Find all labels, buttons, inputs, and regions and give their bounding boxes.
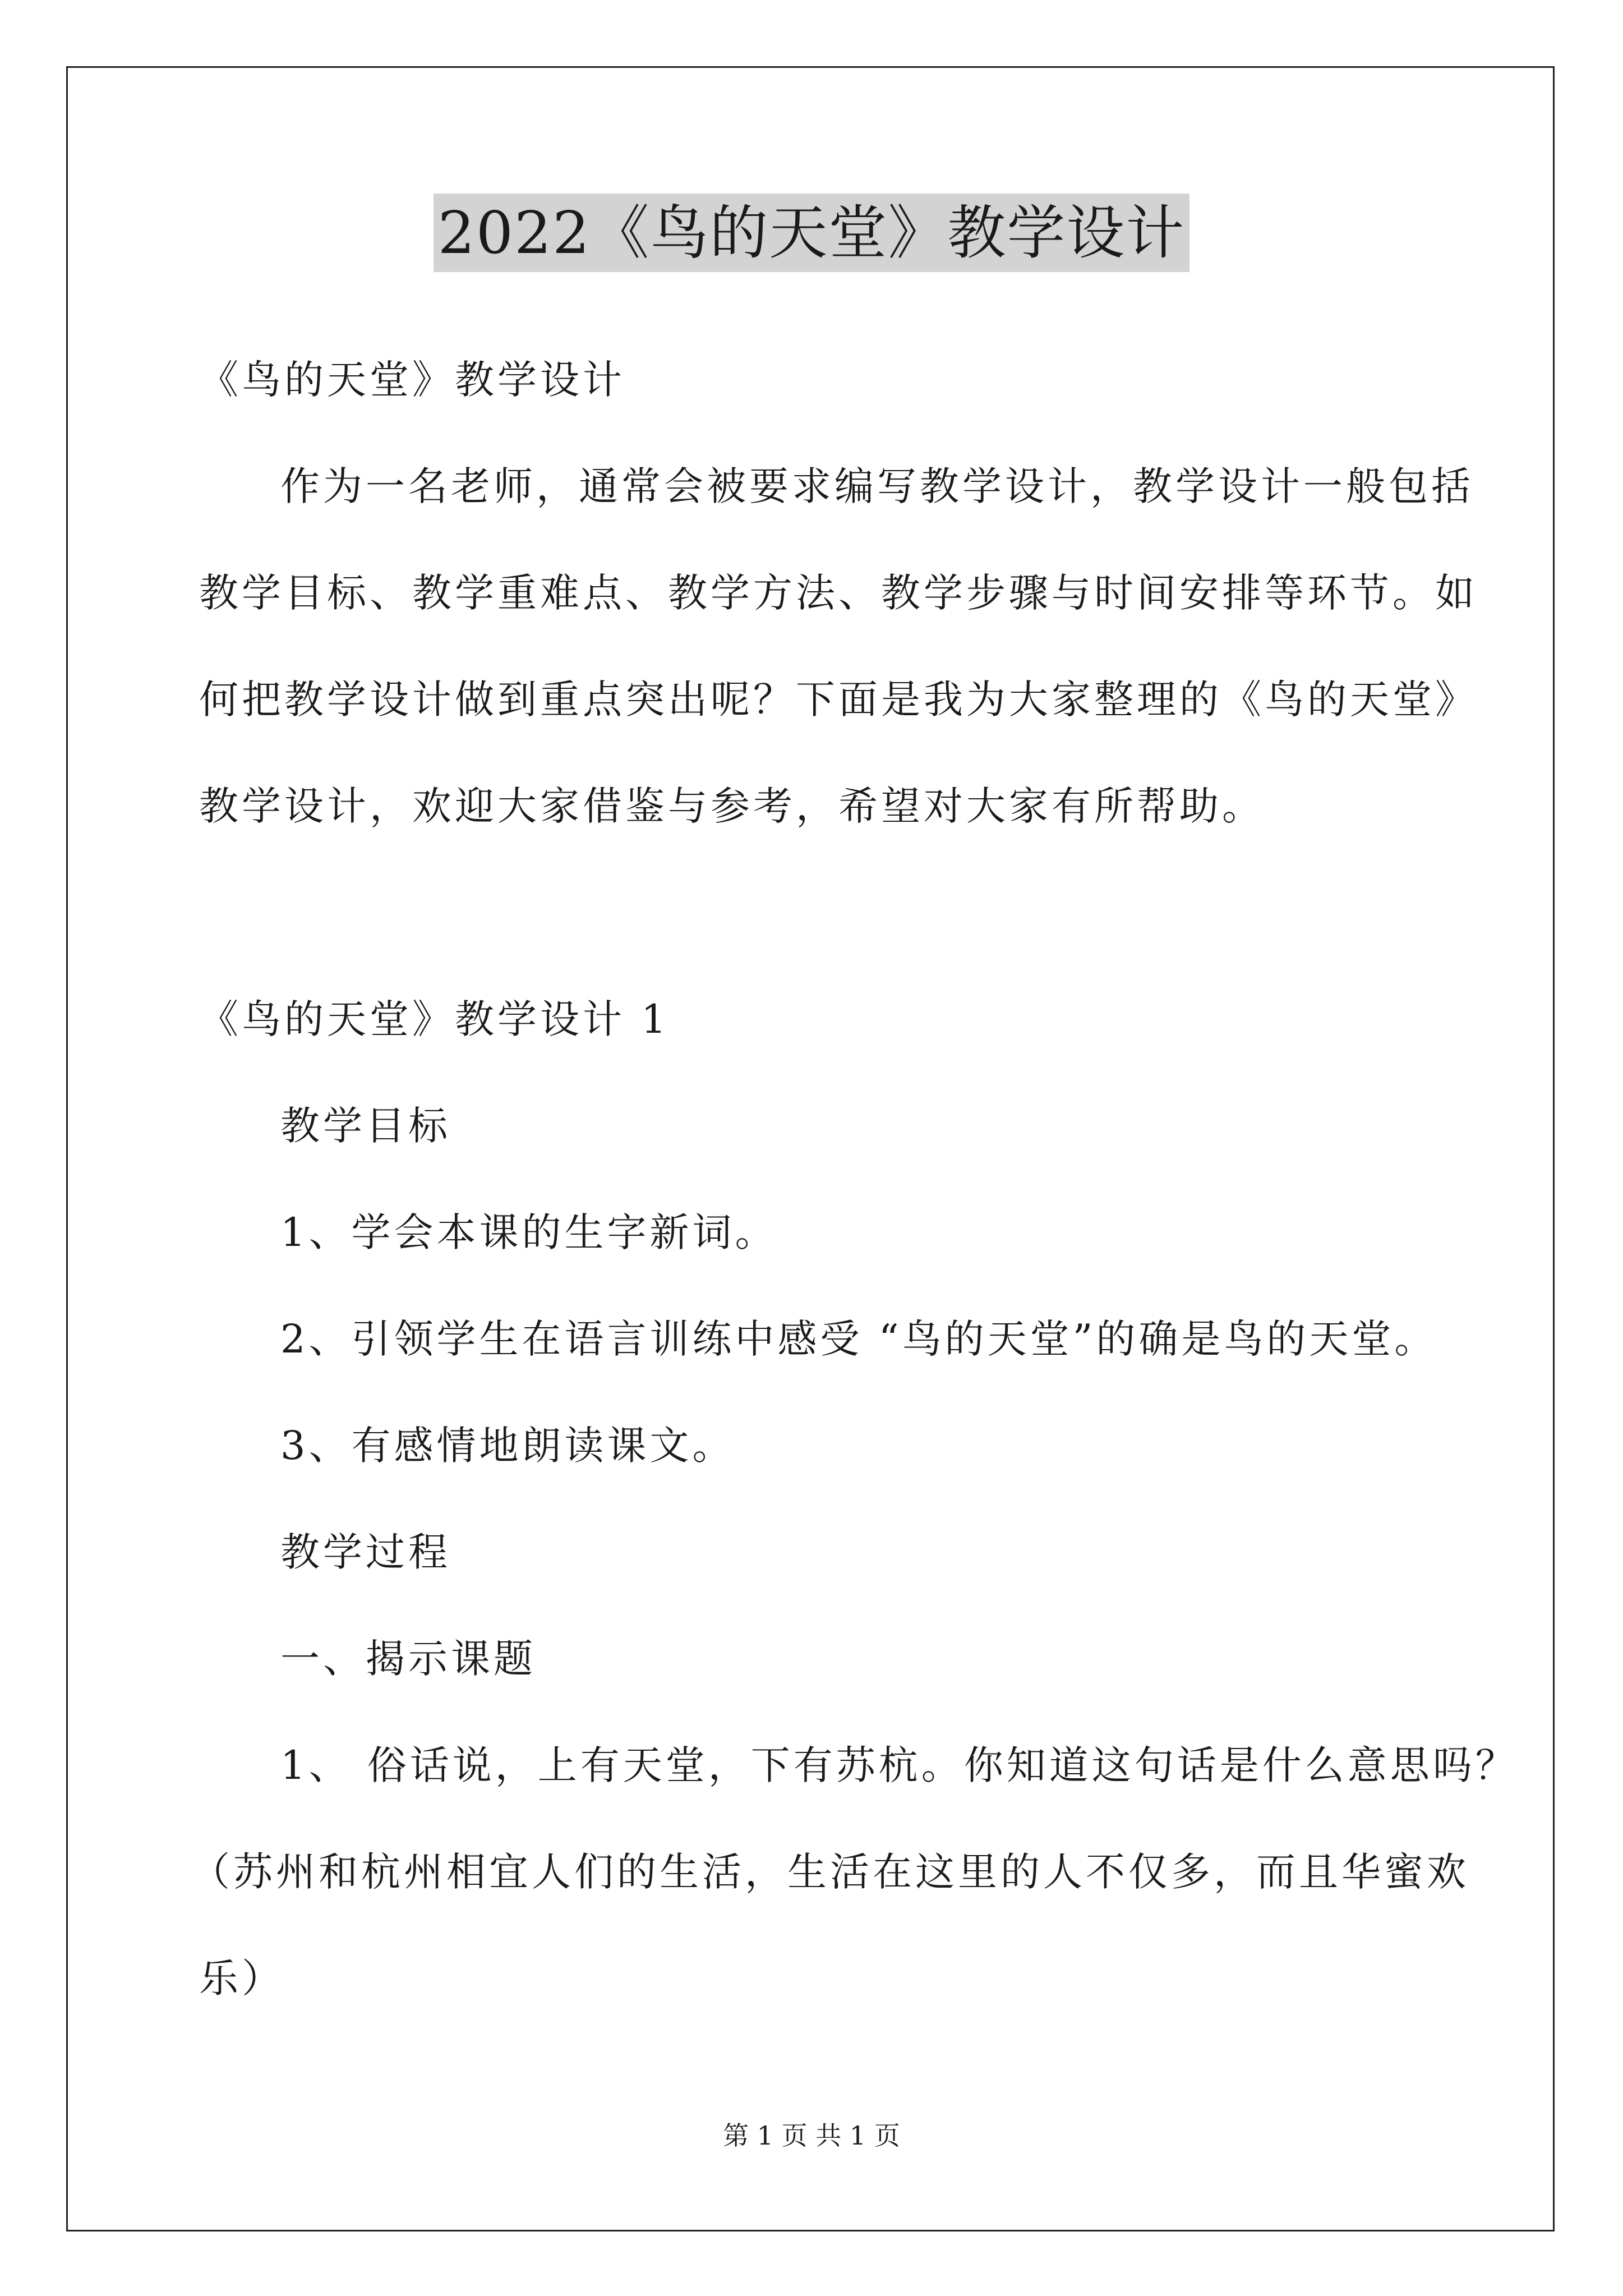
objectives-heading: 教学目标 [280,1103,451,1149]
objective-item-1: 1、学会本课的生字新词。 [280,1209,778,1255]
intro-line-4: 教学设计，欢迎大家借鉴与参考，希望对大家有所帮助。 [199,783,1265,829]
page-footer: 第 1 页 共 1 页 [723,2120,900,2151]
intro-line-1: 作为一名老师，通常会被要求编写教学设计，教学设计一般包括 [280,463,1474,509]
objective-item-2: 2、引领学生在语言训练中感受 “鸟的天堂”的确是鸟的天堂。 [280,1316,1437,1362]
objective-item-3: 3、有感情地朗读课文。 [280,1423,735,1469]
step-heading: 一、揭示课题 [280,1636,536,1682]
section-heading: 《鸟的天堂》教学设计 1 [199,996,670,1042]
step-line-3: 乐） [199,1955,284,2001]
title-container [0,194,1623,272]
subtitle: 《鸟的天堂》教学设计 [199,357,625,403]
intro-line-2: 教学目标、教学重难点、教学方法、教学步骤与时间安排等环节。如 [199,570,1478,616]
document-title: 2022《鸟的天堂》教学设计 [434,194,1190,272]
intro-line-3: 何把教学设计做到重点突出呢？下面是我为大家整理的《鸟的天堂》 [199,677,1478,723]
step-line-2: （苏州和杭州相宜人们的生活，生活在这里的人不仅多，而且华蜜欢 [191,1849,1469,1895]
process-heading: 教学过程 [280,1529,451,1575]
step-line-1: 1、 俗话说，上有天堂，下有苏杭。你知道这句话是什么意思吗？ [280,1742,1518,1788]
